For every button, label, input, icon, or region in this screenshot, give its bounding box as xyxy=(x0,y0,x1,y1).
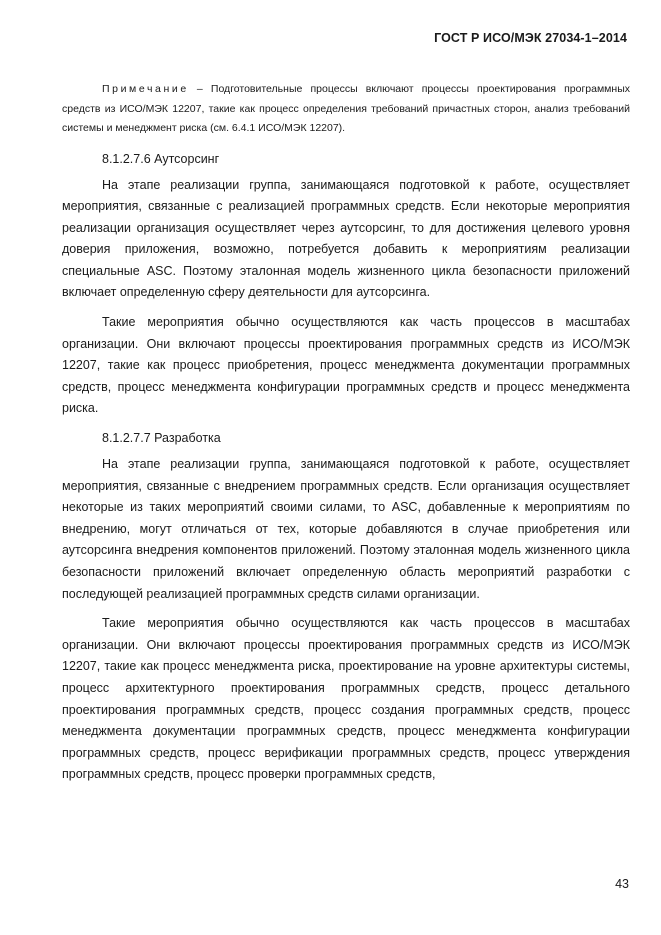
body-paragraph: Такие мероприятия обычно осуществляются как часть процессов в масштабах организации. Они включают процессы проектирования программных средств из ИСО/МЭК 12207, такие как процесс приобретения, процесс менеджмента документации программных средств, процесс менеджмента конфигурации программных средств и процесс менеджмента риска. xyxy=(62,315,630,416)
section-outsourcing xyxy=(62,149,630,421)
section-heading-outsourcing: 8.1.2.7.6 Аутсорсинг xyxy=(102,151,220,166)
note-label: Примечание xyxy=(102,83,189,95)
page-number: 43 xyxy=(615,877,629,891)
document-header: ГОСТ Р ИСО/МЭК 27034-1–2014 xyxy=(434,31,627,45)
body-paragraph: На этапе реализации группа, занимающаяся подготовкой к работе, осуществляет мероприятия, связанные с реализацией программных средств. Если некоторые мероприятия реализации организация осуществляет через аутсорсинг, то для достижения целевого уровня доверия приложения, возможно, потребуется добавить к мероприятиям реализации специальные ASC. Поэтому эталонная модель жизненного цикла безопасности приложений включает определенную сферу деятельности для аутсорсинга. xyxy=(62,177,630,300)
section-heading-development: 8.1.2.7.7 Разработка xyxy=(102,431,221,446)
body-paragraph: Такие мероприятия обычно осуществляются как часть процессов в масштабах организации. Они включают процессы проектирования программных средств из ИСО/МЭК 12207, такие как процесс менеджмента риска, проектирование на уровне архитектуры системы, процесс архитектурного проектирования программных средств, процесс детального проектирования программных средств, процесс создания программных средств, процесс менеджмента документации программных средств, процесс менеджмента конфигурации программных средств, процесс верификации программных средств, процесс утверждения программных средств, процесс проверки программных средств, xyxy=(62,616,630,782)
note-text: – Подготовительные процессы включают процессы проектирования программных средств из ИСО/МЭК 12207, такие как процесс определения требований причастных сторон, анализ требований системы и менеджмент риска (см. 6.4.1 ИСО/МЭК 12207). xyxy=(62,83,630,134)
section-development xyxy=(62,428,630,786)
body-paragraph: На этапе реализации группа, занимающаяся подготовкой к работе, осуществляет мероприятия, связанные с внедрением программных средств. Если организация осуществляет некоторые из таких мероприятий своими силами, то ASC, добавленные к мероприятиям по внедрению, могут отличаться от тех, которые добавляются в случае приобретения или аутсорсинга внедрения компонентов приложений. Поэтому эталонная модель жизненного цикла безопасности приложений включает определенную область мероприятий разработки с последующей реализацией программных средств силами организации. xyxy=(62,457,630,601)
page-content xyxy=(62,80,630,790)
note-paragraph xyxy=(62,80,630,139)
